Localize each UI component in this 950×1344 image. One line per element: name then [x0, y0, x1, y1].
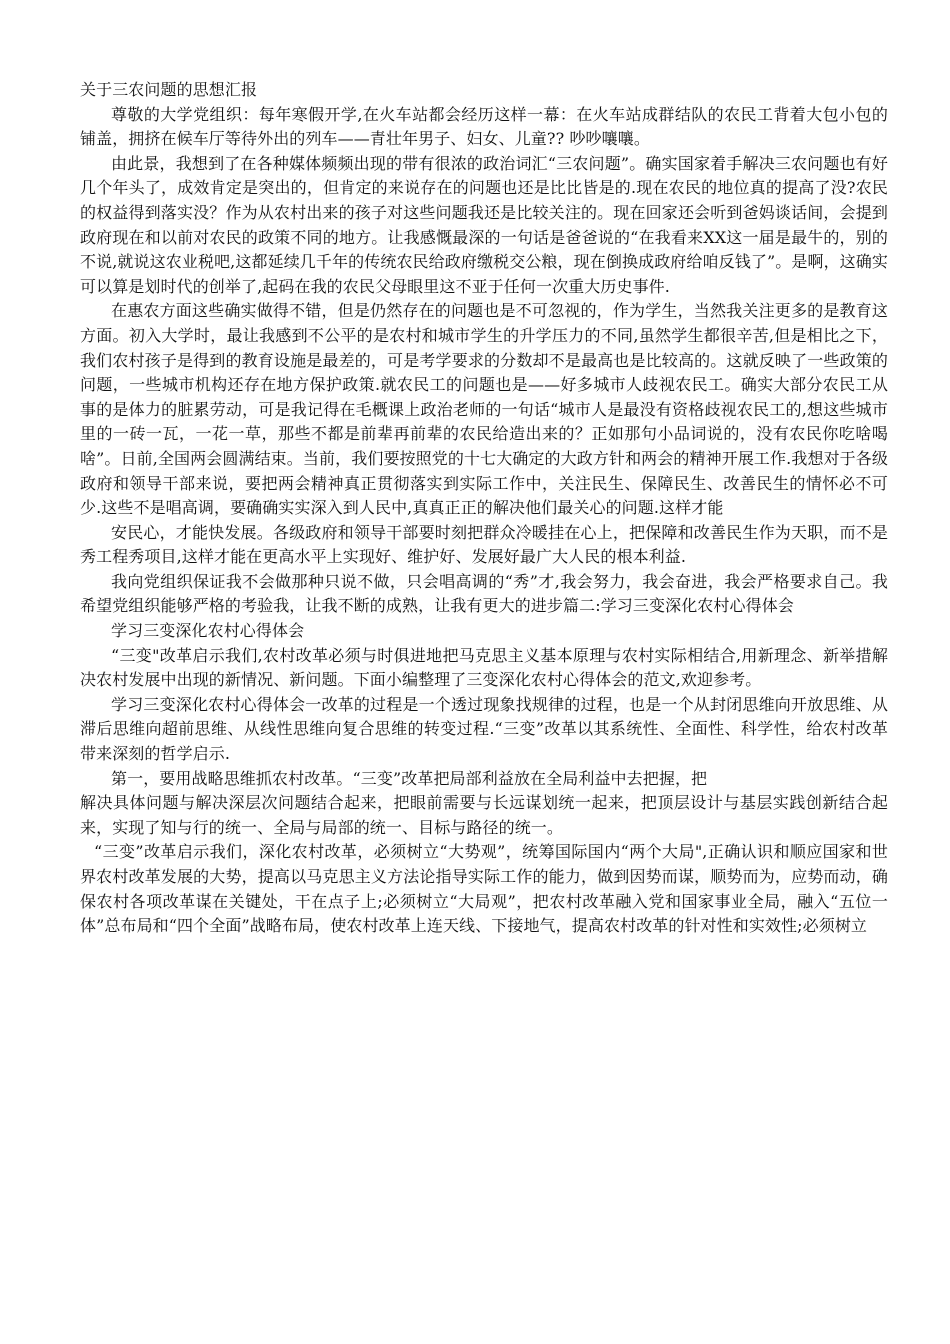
section-heading: 学习三变深化农村心得体会 [111, 621, 305, 641]
paragraph: 解决具体问题与解决深层次问题结合起来，把眼前需要与长远谋划统一起来，把顶层设计与基层实践创新结合起来，实现了知与行的统一、全局与局部的统一、目标与路径的统一。 [80, 793, 888, 837]
paragraph: 尊敬的大学党组织：每年寒假开学,在火车站都会经历这样一幕：在火车站成群结队的农民工背着大包小包的铺盖，拥挤在候车厅等待外出的列车——青壮年男子、妇女、儿童?? 吵吵嚷嚷。 [80, 104, 888, 149]
paragraph: 由此景，我想到了在各种媒体频频出现的带有很浓的政治词汇“三农问题”。确实国家着手解决三农问题也有好几个年头了，成效肯定是突出的，但肯定的来说存在的问题也还是比比皆是的.现在农民的地位真的提高了没?农民的权益得到落实没？作为从农村出来的孩子对这些问题我还是比较关注的。现在回家还会听到爸妈谈话间，会提到政府现在和以前对农民的政策不同的地方。让我感慨最深的一句话是爸爸说的“在我看来XX这一届是最牛的，别的不说,就说这农业税吧,这都延续几千年的传统农民给政府缴税交公粮，现在倒换成政府给咱反钱了”。是啊，这确实可以算是划时代的创举了,起码在我的农民父母眼里这不亚于任何一次重大历史事件. [80, 153, 888, 296]
paragraph: “三变"改革启示我们,农村改革必须与时俱进地把马克思主义基本原理与农村实际相结合,用新理念、新举措解决农村发展中出现的新情况、新问题。下面小编整理了三变深化农村心得体会的范文,欢迎参考。 [80, 645, 888, 690]
paragraph: 学习三变深化农村心得体会一改革的过程是一个透过现象找规律的过程，也是一个从封闭思维向开放思维、从滞后思维向超前思维、从线性思维向复合思维的转变过程.“三变”改革以其系统性、全面性、科学性，给农村改革带来深刻的哲学启示. [80, 694, 888, 764]
document-title: 关于三农问题的思想汇报 [80, 80, 258, 99]
document-body [80, 78, 888, 939]
paragraph: “三变”改革启示我们，深化农村改革，必须树立“大势观”，统筹国际国内“两个大局",正确认识和顺应国家和世界农村改革发展的大势，提高以马克思主义方法论指导实际工作的能力，做到因势而谋，顺势而为，应势而动，确保农村各项改革谋在关键处，干在点子上;必须树立“大局观”，把农村改革融入党和国家事业全局，融入“五位一体”总布局和“四个全面”战略布局，使农村改革上连天线、下接地气，提高农村改革的针对性和实效性;必须树立 [80, 842, 888, 936]
paragraph: 安民心，才能快发展。各级政府和领导干部要时刻把群众冷暖挂在心上，把保障和改善民生作为天职，而不是秀工程秀项目,这样才能在更高水平上实现好、维护好、发展好最广大人民的根本利益. [80, 522, 888, 567]
paragraph: 在惠农方面这些确实做得不错，但是仍然存在的问题也是不可忽视的，作为学生，当然我关注更多的是教育这方面。初入大学时，最让我感到不公平的是农村和城市学生的升学压力的不同,虽然学生都很辛苦,但是相比之下，我们农村孩子是得到的教育设施是最差的，可是考学要求的分数却不是最高也是比较高的。这就反映了一些政策的问题，一些城市机构还存在地方保护政策.就农民工的问题也是——好多城市人歧视农民工。确实大部分农民工从事的是体力的脏累劳动，可是我记得在毛概课上政治老师的一句话“城市人是最没有资格歧视农民工的,想这些城市里的一砖一瓦，一花一草，那些不都是前辈再前辈的农民给造出来的？正如那句小品词说的，没有农民你吃啥喝啥”。日前,全国两会圆满结束。当前，我们要按照党的十七大确定的大政方针和两会的精神开展工作.我想对于各级政府和领导干部来说，要把两会精神真正贯彻落实到实际工作中，关注民生、保障民生、改善民生的情怀必不可少.这些不是唱高调，要确确实实深入到人民中,真真正正的解决他们最关心的问题.这样才能 [80, 301, 888, 518]
paragraph: 第一，要用战略思维抓农村改革。“三变”改革把局部利益放在全局利益中去把握，把 [111, 768, 708, 788]
paragraph: 我向党组织保证我不会做那种只说不做，只会唱高调的“秀”才,我会努力，我会奋进，我会严格要求自己。我希望党组织能够严格的考验我，让我不断的成熟，让我有更大的进步篇二:学习三变深化农村心得体会 [80, 571, 888, 616]
